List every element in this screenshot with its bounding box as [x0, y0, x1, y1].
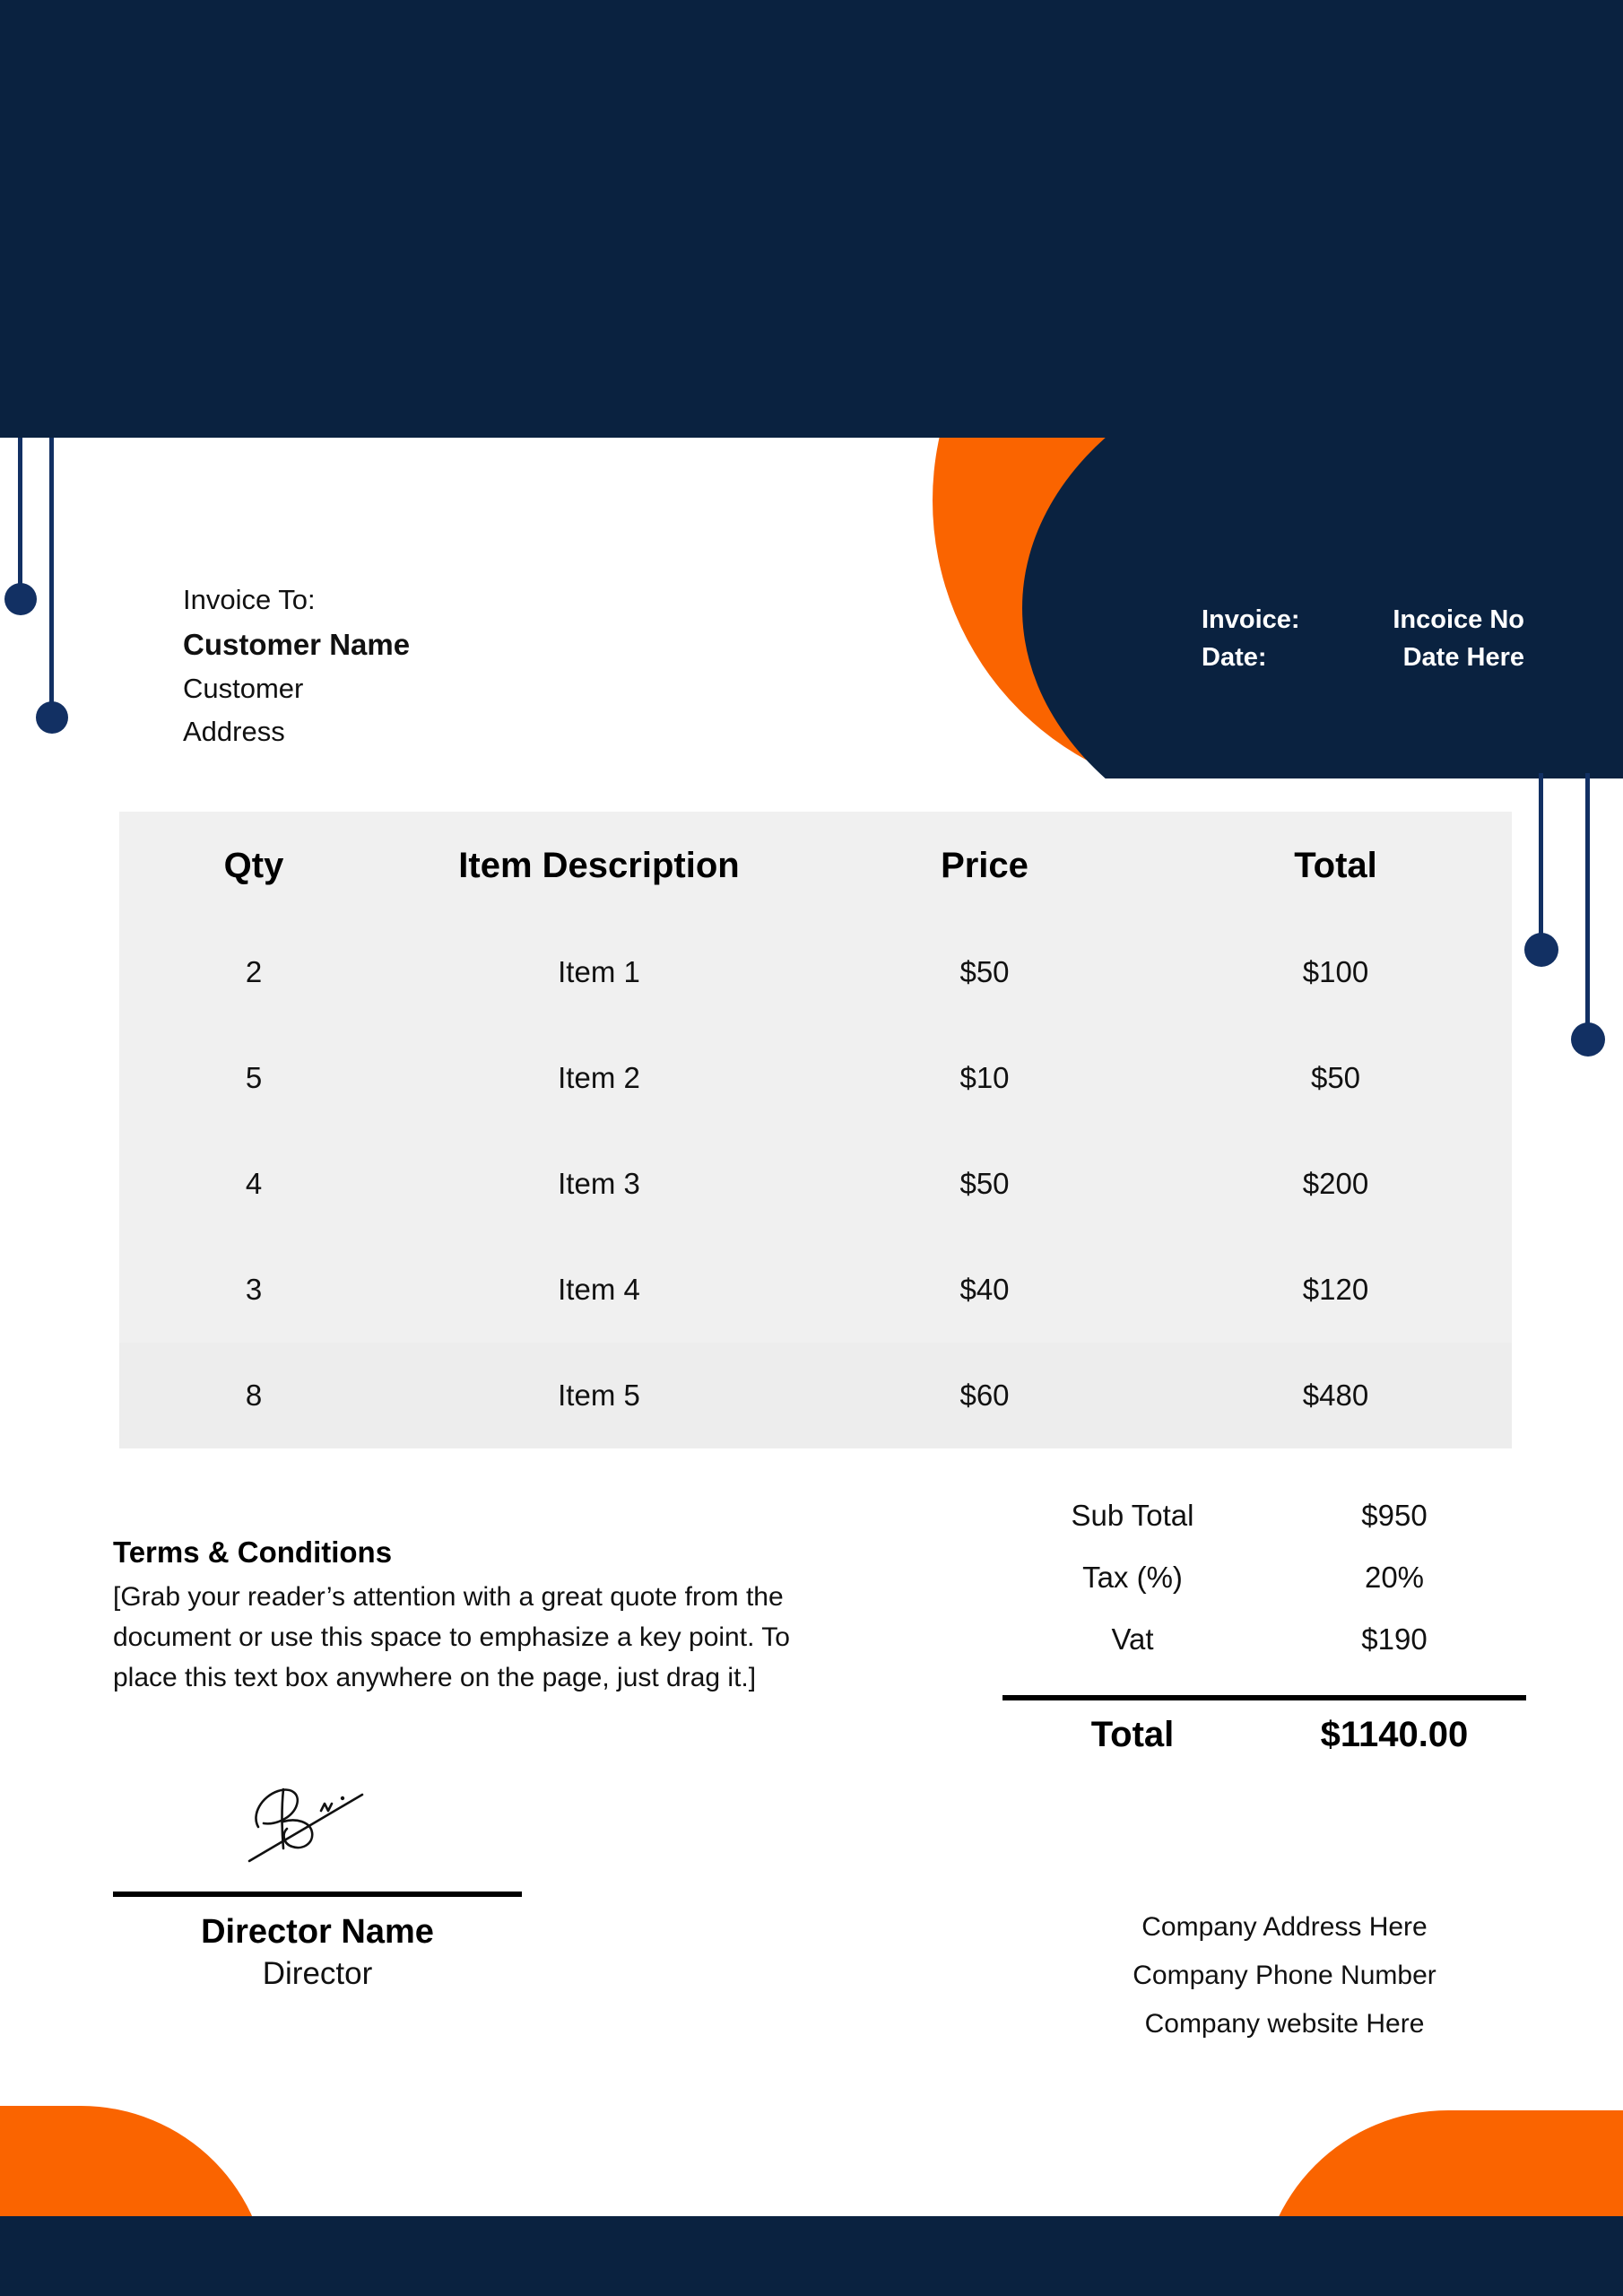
- cell-description: Item 2: [558, 1061, 640, 1094]
- cell-price: $60: [959, 1378, 1010, 1412]
- table-row: [119, 1237, 1512, 1343]
- header-bar: [0, 0, 1623, 438]
- column-header-description: Item Description: [458, 845, 740, 885]
- customer-address-line-2: Address: [183, 716, 285, 748]
- cell-price: $40: [959, 1273, 1010, 1306]
- footer-bar: [0, 2216, 1623, 2296]
- invoice-number-label: Invoice:: [1202, 605, 1300, 634]
- decorative-pin-line-right-1: [1539, 773, 1543, 944]
- grand-total-label: Total: [1090, 1714, 1175, 1754]
- totals-block: [1002, 1484, 1526, 1769]
- company-website: Company website Here: [1144, 2009, 1425, 2039]
- cell-description: Item 1: [558, 955, 640, 988]
- director-role: Director: [262, 1955, 373, 1991]
- cell-description: Item 4: [558, 1273, 640, 1306]
- tax-value: 20%: [1364, 1560, 1425, 1594]
- subtotal-row: [1002, 1484, 1526, 1546]
- terms-block: [113, 1535, 839, 1698]
- invoice-to-label: Invoice To:: [183, 584, 316, 615]
- tax-label: Tax (%): [1082, 1560, 1183, 1594]
- company-phone: Company Phone Number: [1133, 1961, 1436, 1990]
- cell-qty: 3: [245, 1273, 263, 1306]
- handwritten-signature-icon: [228, 1771, 407, 1879]
- signature-block: [113, 1771, 522, 1993]
- table-header-row: [119, 812, 1512, 919]
- decorative-pin-dot-right-2: [1571, 1022, 1605, 1057]
- cell-description: Item 3: [558, 1167, 640, 1200]
- invoice-date-label: Date:: [1202, 643, 1267, 673]
- invoice-date-value: Date Here: [1402, 643, 1524, 673]
- cell-total: $200: [1302, 1167, 1369, 1200]
- table-row: [119, 1025, 1512, 1131]
- vat-label: Vat: [1111, 1622, 1154, 1656]
- cell-price: $50: [959, 1167, 1010, 1200]
- vat-value: $190: [1361, 1622, 1428, 1656]
- cell-qty: 4: [245, 1167, 263, 1200]
- decorative-pin-line-right-2: [1585, 773, 1590, 1033]
- vat-row: [1002, 1608, 1526, 1670]
- column-header-qty: Qty: [223, 845, 284, 885]
- invoice-number-value: Incoice No: [1393, 605, 1524, 634]
- subtotal-label: Sub Total: [1071, 1498, 1194, 1532]
- cell-total: $100: [1302, 955, 1369, 988]
- grand-total-row: [1002, 1700, 1526, 1769]
- cell-total: $480: [1302, 1378, 1369, 1412]
- column-header-total: Total: [1294, 845, 1377, 885]
- invoice-number-row: [1202, 601, 1524, 639]
- decorative-pin-dot-left-2: [36, 701, 68, 734]
- cell-qty: 2: [245, 955, 263, 988]
- cell-price: $50: [959, 955, 1010, 988]
- decorative-pin-line-left-1: [18, 438, 22, 588]
- customer-address-line-1: Customer: [183, 673, 304, 705]
- invoice-meta: [1202, 601, 1524, 676]
- cell-qty: 5: [245, 1061, 263, 1094]
- table-row: [119, 1343, 1512, 1448]
- cell-description: Item 5: [558, 1378, 640, 1412]
- terms-title: Terms & Conditions: [113, 1535, 393, 1569]
- company-address: Company Address Here: [1141, 1912, 1428, 1942]
- director-name: Director Name: [201, 1913, 434, 1951]
- cell-price: $10: [959, 1061, 1010, 1094]
- subtotal-value: $950: [1361, 1498, 1428, 1532]
- signature-rule: [113, 1892, 522, 1897]
- items-table: [119, 812, 1512, 1448]
- tax-row: [1002, 1546, 1526, 1608]
- grand-total-value: $1140.00: [1320, 1714, 1469, 1754]
- table-row: [119, 1131, 1512, 1237]
- company-contacts: [1040, 1903, 1529, 2048]
- cell-total: $120: [1302, 1273, 1369, 1306]
- invoice-to-block: [183, 578, 410, 753]
- terms-body: [Grab your reader’s attention with a great quote from the document or use this space to emphasize a key point. To place this text box anywhere on the page, just drag it.]: [113, 1582, 790, 1692]
- table-row: [119, 919, 1512, 1025]
- customer-name: Customer Name: [183, 628, 411, 662]
- decorative-pin-dot-left-1: [4, 583, 37, 615]
- column-header-price: Price: [941, 845, 1028, 885]
- decorative-pin-line-left-2: [49, 438, 54, 707]
- cell-qty: 8: [245, 1378, 263, 1412]
- invoice-date-row: [1202, 639, 1524, 676]
- cell-total: $50: [1310, 1061, 1361, 1094]
- decorative-pin-dot-right-1: [1524, 933, 1558, 967]
